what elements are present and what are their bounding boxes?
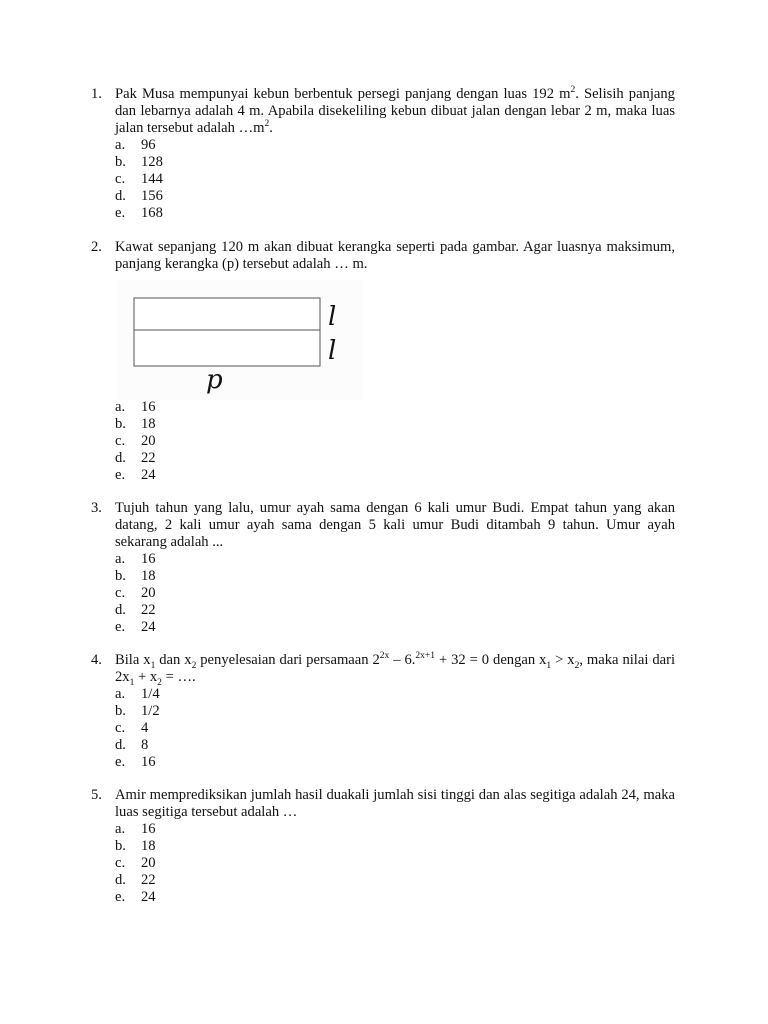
question-1 [91,86,675,222]
answer-option: d. 22 [115,872,156,888]
question-text: Pak Musa mempunyai kebun berbentuk persegi panjang dengan luas 192 $m^2$. Selisih panjang dan lebarnya adalah 4 m. Apabila disekeliling kebun dibuat jalan dengan lebar 2 m, maka luas jalan tersebut adalah $\dots m^2$. [115,85,675,136]
question-number: 1. [91,86,102,102]
question-5 [91,787,675,906]
answer-option: b. 18 [115,568,156,584]
label-l-top: l [328,302,337,332]
label-l-bottom: l [328,336,337,366]
answer-options [91,821,675,906]
answer-option: a. 1/4 [115,686,160,702]
answer-options [91,399,675,484]
answer-option: a. 96 [115,137,156,153]
answer-option: d. 22 [115,450,156,466]
question-4 [91,652,675,771]
question-text: Amir memprediksikan jumlah hasil duakali jumlah sisi tinggi dan alas segitiga adalah 24, maka luas segitiga tersebut adalah … [115,787,675,820]
question-text: Tujuh tahun yang lalu, umur ayah sama dengan 6 kali umur Budi. Empat tahun yang akan datang, 2 kali umur ayah sama dengan 5 kali umur Budi ditambah 9 tahun. Umur ayah sekarang adalah ... [115,500,675,550]
answer-options [91,686,675,771]
answer-options [91,551,675,636]
answer-option: c. 144 [115,171,163,187]
question-5-stem [91,787,675,821]
answer-option: a. 16 [115,821,156,837]
answer-option: a. 16 [115,551,156,567]
question-2-options [91,399,675,484]
answer-option: e. 24 [115,619,156,635]
rectangle-frame-figure [118,280,362,400]
answer-option: d. 156 [115,188,163,204]
question-4-stem [91,652,675,686]
question-number: 2. [91,239,102,255]
question-text: Kawat sepanjang 120 m akan dibuat kerangka seperti pada gambar. Agar luasnya maksimum, panjang kerangka (p) tersebut adalah … m. [115,239,675,272]
answer-option: b. 18 [115,838,156,854]
question-text: Bila $x_1$ dan $x_2$ penyelesaian dari persamaan $2^{2x} - 6.^{2x+1} + 32 = 0$ dengan $x_1 > x_2$, maka nilai dari $2x_1 + x_2$ = …. [115,651,676,688]
answer-option: c. 20 [115,585,156,601]
frame-outer [134,298,320,366]
answer-option: d. 22 [115,602,156,618]
answer-option: e. 24 [115,889,156,905]
answer-option: c. 20 [115,855,156,871]
question-1-stem [91,86,675,137]
answer-option: d. 8 [115,737,149,753]
question-3-stem [91,500,675,551]
question-number: 5. [91,787,102,803]
question-3 [91,500,675,636]
answer-option: b. 128 [115,154,163,170]
question-2-stem [91,239,675,273]
answer-option: b. 18 [115,416,156,432]
answer-option: e. 24 [115,467,156,483]
answer-option: c. 20 [115,433,156,449]
question-number: 3. [91,500,102,516]
question-2 [91,239,675,273]
answer-option: e. 168 [115,205,163,221]
answer-option: b. 1/2 [115,703,160,719]
answer-option: a. 16 [115,399,156,415]
answer-option: e. 16 [115,754,156,770]
answer-option: c. 4 [115,720,149,736]
label-p: p [206,365,223,395]
frame-diagram [118,280,362,400]
answer-options [91,137,675,222]
question-number: 4. [91,652,102,668]
